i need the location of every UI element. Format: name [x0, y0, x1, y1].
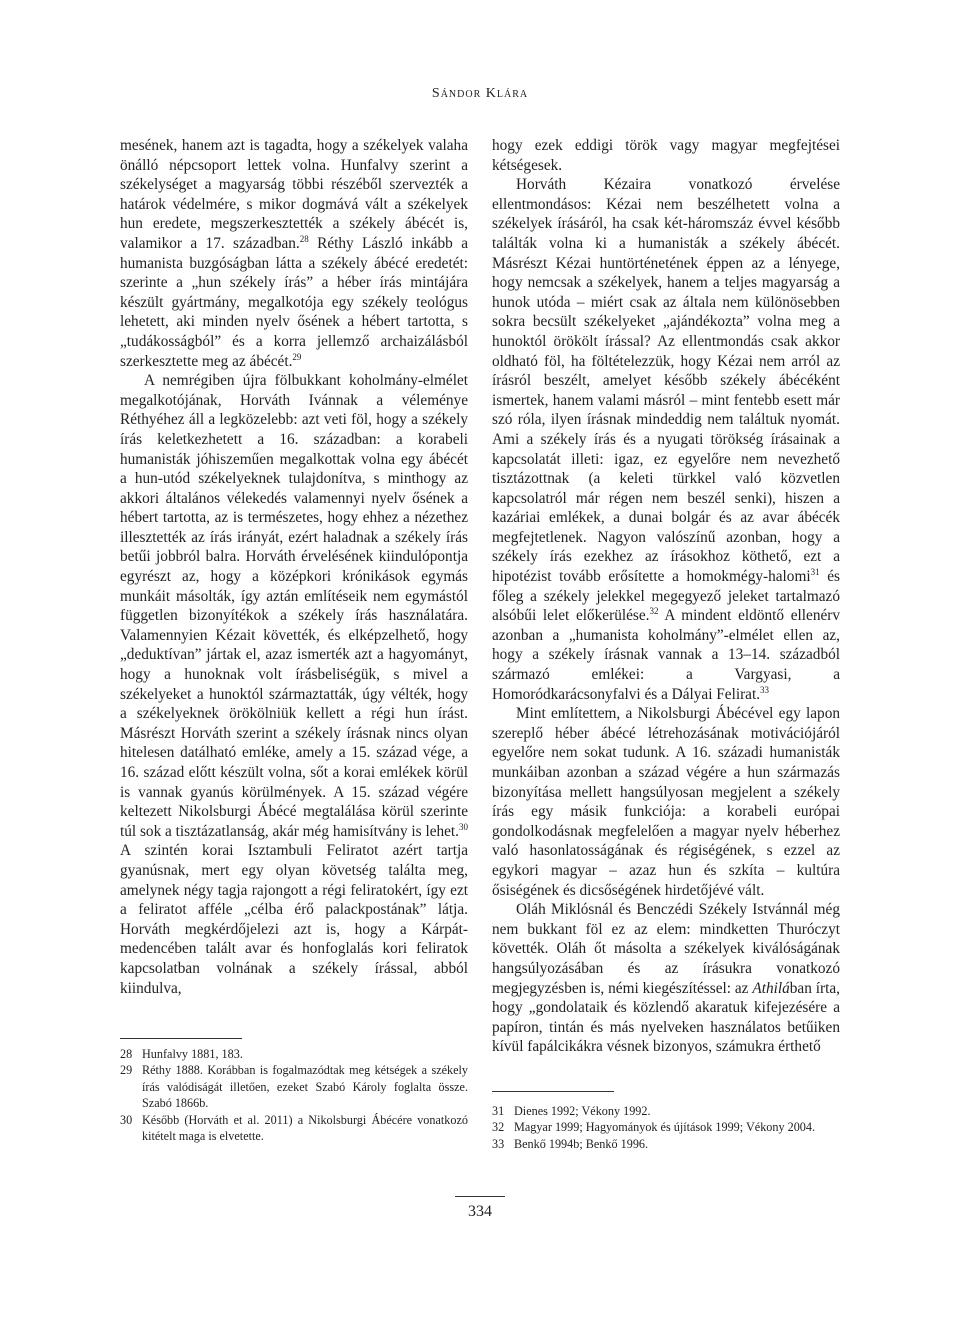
footnote-number: 29: [120, 1063, 133, 1078]
text-span: és főleg a székely jelekkel megegyező jeleket tartalmazó alsóbűi lelet előkerülése.: [492, 568, 840, 625]
page-number: 334: [468, 1203, 492, 1220]
footnote-divider: [120, 1038, 242, 1039]
text-span: Réthy László inkább a humanista buzgóságban látta a székely ábécé eredetét: szerinte a „hun székely írás” a héber írás mintájára készült gyártmány, megalkotója egy székely teológus lehetett, aki minden nyelv ősének a hébert tartotta, s „tudákosságból” és a korra jellemző archaizálásból szerkesztette meg az ábécét.: [120, 234, 468, 370]
text-span: Horváth Kézaira vonatkozó érvelése ellentmondásos: Kézai nem beszélhetett volna a székelyek írásáról, ha csak két-háromszáz évvel később találták volna ki a humanisták a székely ábécét. Másrészt Kézai huntörténetének éppen az a lényege, hogy nemcsak a székelyek, hanem a teljes magyarság a hunok utóda – miért csak az általa nem különösebben sokra becsült székelyeket „ajándékozta” volna meg a hunoktól örökölt írással? Az ellentmondás csak akkor oldható föl, ha föltételezzük, hogy Kézai nem arról az írásról beszélt, amelyet később székely ábécéként ismertek, hanem valami másról – mint fentebb esett már szó róla, ilyen írásnak mindeddig nem találtuk nyomát. Ami a székely írás és a nyugati törökség írásainak a kapcsolatát illeti: igaz, ez egyelőre nem nevezhető tisztázottnak (a keleti türkkel való közvetlen kapcsolatról már régen nem beszél senki), hiszen a kazáriai emlékek, a dunai bolgár és az avar ábécék megfejtetlenek. Nagyon valószínű azonban, hogy a székely írás ezekhez az írásokhoz köthető, ezt a hipotézist tovább erősítette a homokmégy-halomi: [492, 176, 840, 586]
footnote: [492, 1119, 840, 1135]
footnote: [492, 1136, 840, 1152]
footnote-ref: 30: [459, 821, 468, 832]
paragraph: [492, 175, 840, 704]
text-span: A mindent eldöntő ellenérv azonban a „humanista koholmány”-elmélet ellen az, hogy a székely írásnak vannak a 13–14. századból származó emlékei: a Vargyasi, a Homoródkarácsonyfalvi és a Dályai Felirat.: [492, 607, 840, 703]
footnote-ref: 33: [760, 684, 770, 695]
footnote-number: 28: [120, 1047, 133, 1061]
text-span: A szintén korai Isztambuli Feliratot azért tartja gyanúsnak, mert egy olyan követség találta meg, amelynek négy tagja rajongott a régi feliratokért, így ezt a feliratot afféle „célba érő palackpostának” látja. Horváth megkérdőjelezi azt is, hogy a Kárpát-medencében talált avar és honfoglalás kori feliratok kapcsolatban volnának a székely írással, abból kiindulva,: [120, 842, 468, 997]
left-column: [120, 136, 468, 998]
text-span: A nemrégiben újra fölbukkant koholmány-elmélet megalkotójának, Horváth Ivánnak a véleménye Réthyéhez áll a legközelebb: azt veti föl, hogy a székely írás keletkezhetett a 16. században: a korabeli humanisták jóhiszeműen megalkottak volna egy ábécét a hun-utód székelyeknek tulajdonítva, s minthogy az akkori általános vélekedés valamennyi nyelv ősének a hébert tartotta, az is természetes, hogy ehhez a nézethez illesztették az írás irányát, ezért haladnak a székely írás betűi jobbról balra. Horváth érvelésének kiindulópontja egyrészt az, hogy a középkori krónikások egymás munkáit másolták, így aztán említéseik nem egymástól független bizonyítékok a székely írás használatára. Valamennyien Kézait követték, és elképzelhető, hogy „deduktívan” jártak el, azaz ismerték azt a hagyományt, hogy a hunoknak volt írásbeliségük, s mivel a székelyeket a hunoktól származtatták, úgy vélték, hogy a székelyeknek örökölniük kellett a régi hun írást. Másrészt Horváth szerint a székely írásnak nincs olyan hitelesen datálható emléke, amely a 15. század vége, a 16. század előtt készült volna, sőt a korai emlékek körül is vannak gyanús körülmények. A 15. század végére keltezett Nikolsburgi Ábécé megtalálása körül szerinte túl sok a tisztázatlanság, akár még hamisítvány is lehet.: [120, 372, 468, 840]
footnotes-right: [492, 1103, 840, 1152]
footnotes-left: [120, 1046, 468, 1144]
paragraph: [492, 900, 840, 1057]
paragraph: Mint említettem, a Nikolsburgi Ábécével egy lapon szereplő héber ábécé létrehozásának motivációjáról egyelőre nem sokat tudunk. A 16. századi humanisták munkáiban azonban a század végére a hun származás bizonyítása mellett hangsúlyosan megjelent a székely írás egy másik funkciója: a korabeli európai gondolkodásnak megfelelően a magyar nyelv héberhez való hasonlatosságának és régiségének, s ezzel az egykori magyar – azaz hun és szkíta – kultúra ősiségének és dicsőségének hirdetőjévé vált.: [492, 705, 840, 899]
footnote: [120, 1112, 468, 1145]
footnote-number: 31: [492, 1104, 505, 1118]
text-span: Oláh Miklósnál és Benczédi Székely Istvánnál még nem bukkant föl ez az elem: mindketten Thuróczyt követték. Oláh őt másolta a székelyek kiválóságának hangsúlyozásában és az írásukra vonatkozó megjegyzésben is, némi kiegészítéssel: az: [492, 901, 840, 997]
footnote-text: Később (Horváth et al. 2011) a Nikolsburgi Ábécére vonatkozó kitételt maga is elvetette.: [142, 1112, 468, 1144]
footnote-ref: 31: [810, 566, 820, 577]
italic-title: Athilá: [752, 979, 790, 997]
text-span: mesének, hanem azt is tagadta, hogy a székelyek valaha önálló népcsoport lettek volna. Hunfalvy szerint a székelységet a magyarság többi részéből szervezték a határok védelmére, s mikor dogmává vált a székelyek hun eredete, megszerkesztették a székely ábécét is, valamikor a 17. században.: [120, 137, 468, 252]
footnote-number: 33: [492, 1136, 505, 1151]
paragraph: [120, 371, 468, 998]
page-number-rule: [455, 1196, 505, 1197]
footnote: [120, 1062, 468, 1111]
footnote: [120, 1046, 468, 1062]
footnote-number: 32: [492, 1120, 505, 1135]
paragraph: hogy ezek eddigi török vagy magyar megfejtései kétségesek.: [492, 137, 840, 174]
footnote-ref: 28: [299, 233, 309, 244]
footnote-text: Dienes 1992; Vékony 1992.: [514, 1104, 651, 1118]
footnote-divider: [492, 1091, 614, 1092]
footnote-text: Benkő 1994b; Benkő 1996.: [514, 1136, 649, 1151]
footnote-text: Hunfalvy 1881, 183.: [142, 1047, 243, 1061]
right-column: [492, 136, 840, 1057]
footnote-text: Magyar 1999; Hagyományok és újítások 1999; Vékony 2004.: [514, 1120, 816, 1135]
paragraph: [120, 136, 468, 371]
footnote-ref: 29: [292, 351, 302, 362]
footnote: [492, 1103, 840, 1119]
footnote-text: Réthy 1888. Korábban is fogalmazódtak meg kétségek a székely írás valódiságát illetően, ezeket Szabó Károly foglalta össze. Szabó 1866b.: [142, 1063, 468, 1111]
text-span: ban írta, hogy „gondolataik és közlendő akaratuk kifejezésére a papíron, tintán és más nyelveken használatos betűiken kívül fapálcikákra vésnek bizonyos, számukra érthető: [492, 979, 840, 1056]
footnote-ref: 32: [649, 606, 659, 617]
running-header: Sándor Klára: [431, 86, 529, 101]
footnote-number: 30: [120, 1112, 133, 1127]
